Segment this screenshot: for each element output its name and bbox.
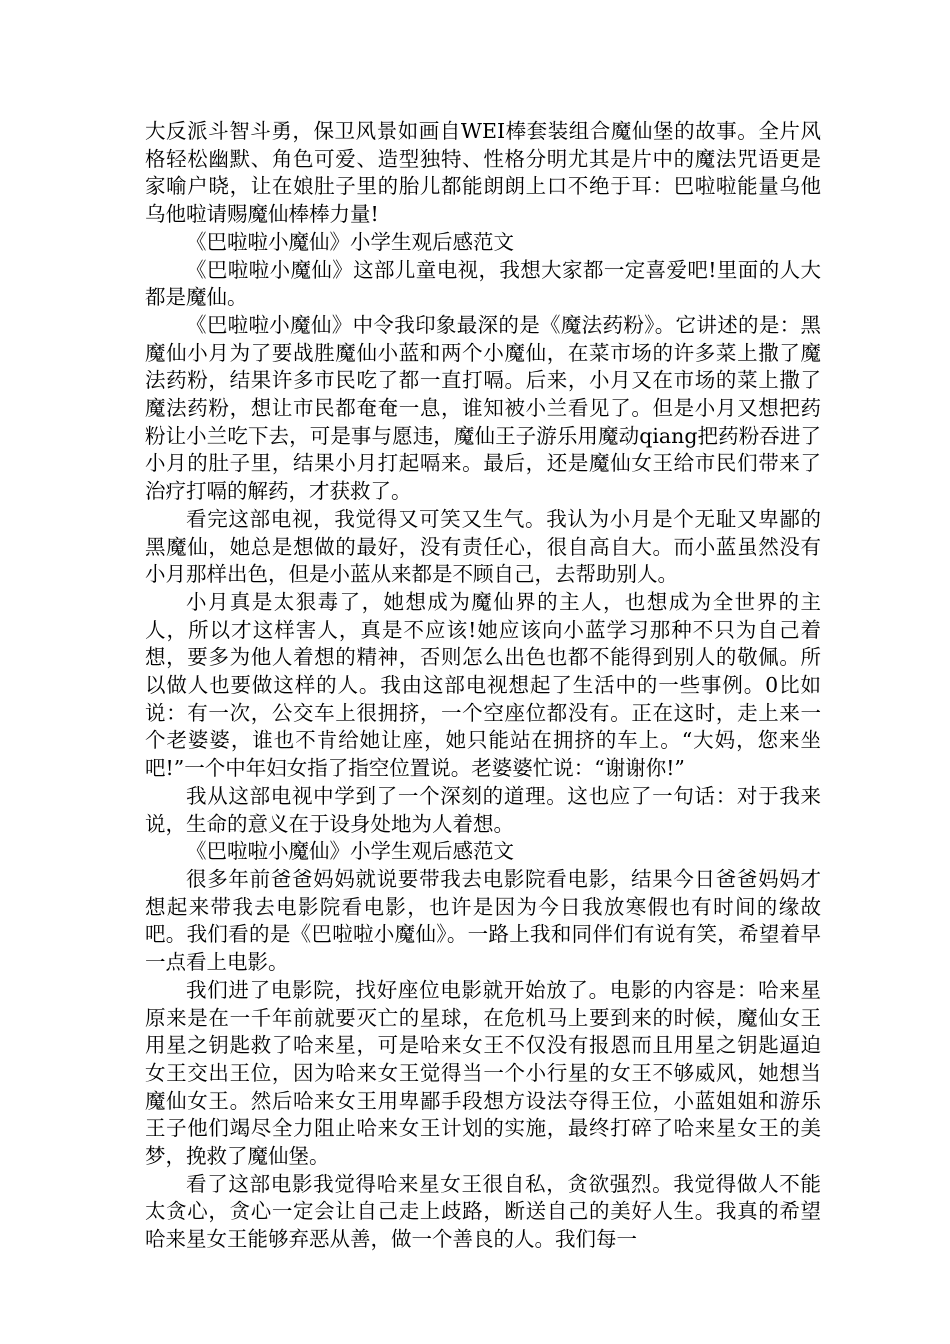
paragraph: 我们进了电影院，找好座位电影就开始放了。电影的内容是：哈来星原来是在一千年前就要灭亡的星球，在危机马上要到来的时候，魔仙女王用星之钥匙救了哈来星，可是哈来女王不仅没有报恩而且用星之钥匙逼迫女王交出王位，因为哈来女王觉得当一个小行星的女王不够威风，她想当魔仙女王。然后哈来女王用卑鄙手段想方设法夺得王位，小蓝姐姐和游乐王子他们竭尽全力阻止哈来女王计划的实施，最终打碎了哈来星女王的美梦，挽救了魔仙堡。 — [145, 977, 821, 1169]
paragraph: 很多年前爸爸妈妈就说要带我去电影院看电影，结果今日爸爸妈妈才想起来带我去电影院看电影，也许是因为今日我放寒假也有时间的缘故吧。我们看的是《巴啦啦小魔仙》。一路上我和同伴们有说有笑，希望着早一点看上电影。 — [145, 866, 821, 975]
paragraph: 《巴啦啦小魔仙》小学生观后感范文 — [186, 839, 514, 864]
paragraph: 我从这部电视中学到了一个深刻的道理。这也应了一句话：对于我来说，生命的意义在于设身处地为人着想。 — [145, 783, 821, 836]
paragraph: 看了这部电影我觉得哈来星女王很自私，贪欲强烈。我觉得做人不能太贪心，贪心一定会让自己走上歧路，断送自己的美好人生。我真的希望哈来星女王能够弃恶从善，做一个善良的人。我们每一 — [145, 1171, 821, 1252]
paragraph: 《巴啦啦小魔仙》这部儿童电视，我想大家都一定喜爱吧!里面的人大都是魔仙。 — [145, 257, 821, 310]
paragraph: 大反派斗智斗勇，保卫风景如画自WEI棒套装组合魔仙堡的故事。全片风格轻松幽默、角色可爱、造型独特、性格分明尤其是片中的魔法咒语更是家喻户晓，让在娘肚子里的胎儿都能朗朗上口不绝于耳：巴啦啦能量乌他乌他啦请赐魔仙棒棒力量! — [145, 119, 821, 227]
paragraph: 小月真是太狠毒了，她想成为魔仙界的主人，也想成为全世界的主人，所以才这样害人，真是不应该!她应该向小蓝学习那种不只为自己着想，要多为他人着想的精神，否则怎么出色也都不能得到别人的敬佩。所以做人也要做这样的人。我由这部电视想起了生活中的一些事例。0比如说：有一次，公交车上很拥挤，一个空座位都没有。正在这时，走上来一个老婆婆，谁也不肯给她让座，她只能站在拥挤的车上。“大妈，您来坐吧!”一个中年妇女指了指空位置说。老婆婆忙说：“谢谢你!” — [145, 589, 821, 781]
paragraph: 《巴啦啦小魔仙》中令我印象最深的是《魔法药粉》。它讲述的是：黑魔仙小月为了要战胜魔仙小蓝和两个小魔仙，在菜市场的许多菜上撒了魔法药粉，结果许多市民吃了都一直打嗝。后来，小月又在市场的菜上撒了魔法药粉，想让市民都奄奄一息，谁知被小兰看见了。但是小月又想把药粉让小兰吃下去，可是事与愿违，魔仙王子游乐用魔动qiang把药粉吞进了小月的肚子里，结果小月打起嗝来。最后，还是魔仙女王给市民们带来了治疗打嗝的解药，才获救了。 — [145, 312, 821, 504]
paragraph: 看完这部电视，我觉得又可笑又生气。我认为小月是个无耻又卑鄙的黑魔仙，她总是想做的最好，没有责任心，很自高自大。而小蓝虽然没有小月那样出色，但是小蓝从来都是不顾自己，去帮助别人。 — [145, 506, 821, 587]
document-body — [145, 118, 821, 1254]
paragraph: 《巴啦啦小魔仙》小学生观后感范文 — [186, 229, 514, 254]
